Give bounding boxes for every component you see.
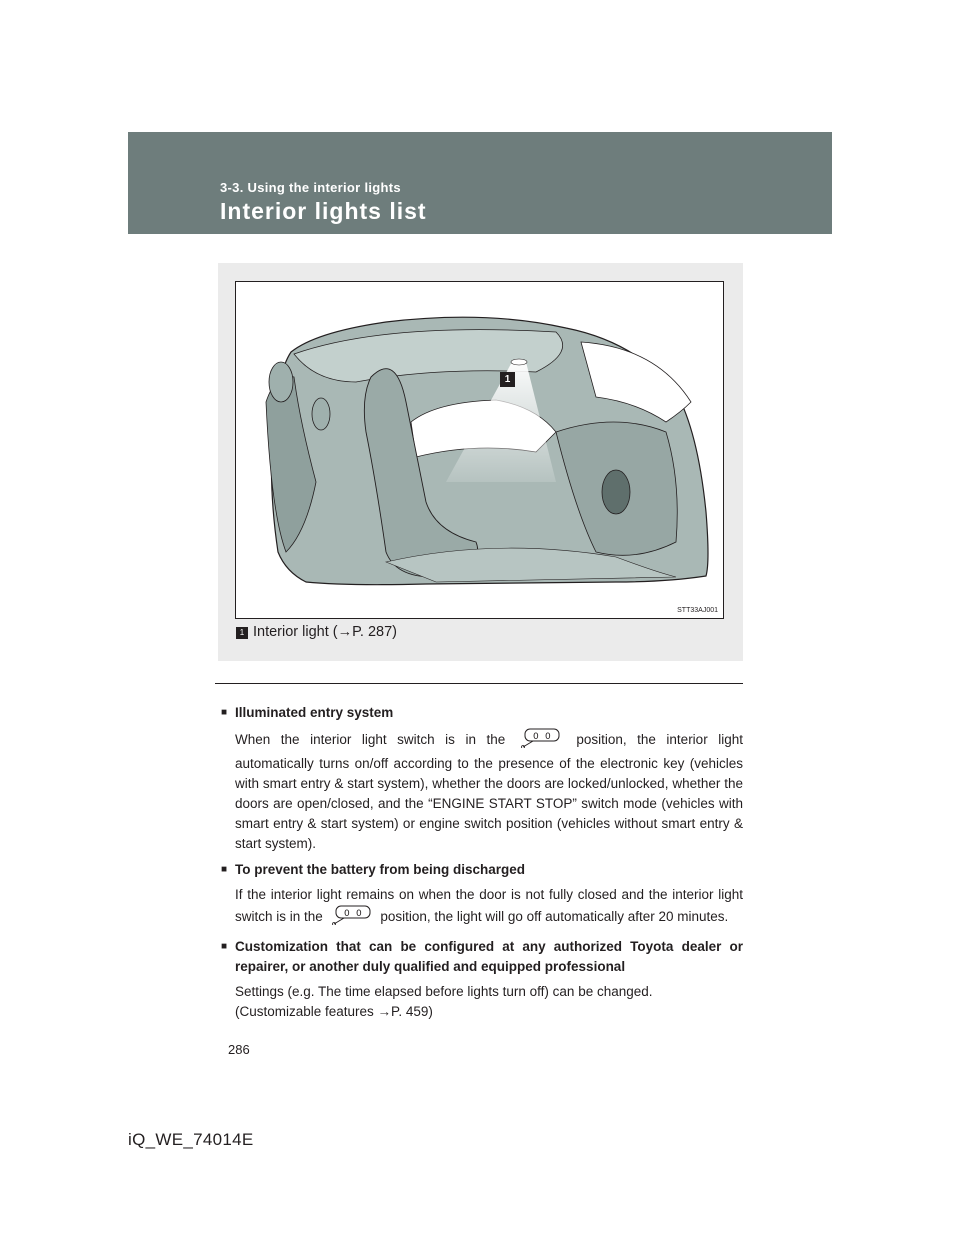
door-position-switch-icon [519,728,563,754]
figure-code: STT33AJ001 [677,607,718,614]
square-bullet-icon: ■ [221,941,228,952]
note-body [219,885,743,931]
note-body-text: If the interior light remains on when the door is not fully closed and the interior light switch is in the [235,887,743,924]
figure-box [218,263,743,661]
section-label: 3-3. Using the interior lights [220,180,401,195]
callout-number: 1 [500,372,515,387]
figure-caption [236,624,397,640]
svg-text:0: 0 [343,909,350,919]
notes-section [219,703,743,1028]
note-body [219,982,743,1022]
svg-text:0: 0 [532,732,539,742]
car-interior-illustration [235,281,724,619]
door-position-switch-icon [330,905,374,931]
svg-text:0: 0 [544,732,551,742]
note-heading [219,860,743,880]
note-heading [219,703,743,723]
note-body-text: position, the light will go off automatically after 20 minutes. [380,909,729,924]
caption-text: Interior light (→P. 287) [253,624,397,640]
caption-number-badge: 1 [236,627,248,639]
note-heading-text: To prevent the battery from being discharged [235,862,526,877]
section-divider [215,683,743,684]
svg-text:0: 0 [355,909,362,919]
page-number: 286 [228,1042,250,1057]
document-code: iQ_WE_74014E [128,1130,254,1149]
note-heading-text: Illuminated entry system [235,705,394,720]
note-body-text: position, the interior light automatically turns on/off according to the presence of the electronic key (vehicles with smart entry & start system), whether the doors are locked/unlocked, whether the doors are open/closed, and the “ENGINE START STOP” switch mode (vehicles with smart entry & start system) or engine switch position (vehicles without smart entry & start system). [235,732,743,851]
note-body-text: Settings (e.g. The time elapsed before lights turn off) can be changed. [235,984,653,999]
note-heading-text: Customization that can be configured at any authorized Toyota dealer or repairer, or another duly qualified and equipped professional [235,939,743,974]
note-body-text: (Customizable features →P. 459) [235,1004,433,1019]
car-interior-drawing [236,282,723,618]
square-bullet-icon: ■ [221,707,228,718]
note-body [219,728,743,854]
square-bullet-icon: ■ [221,864,228,875]
section-header [128,132,832,234]
page-title: Interior lights list [220,198,427,224]
note-body-text: When the interior light switch is in the [235,732,506,747]
note-heading [219,937,743,977]
